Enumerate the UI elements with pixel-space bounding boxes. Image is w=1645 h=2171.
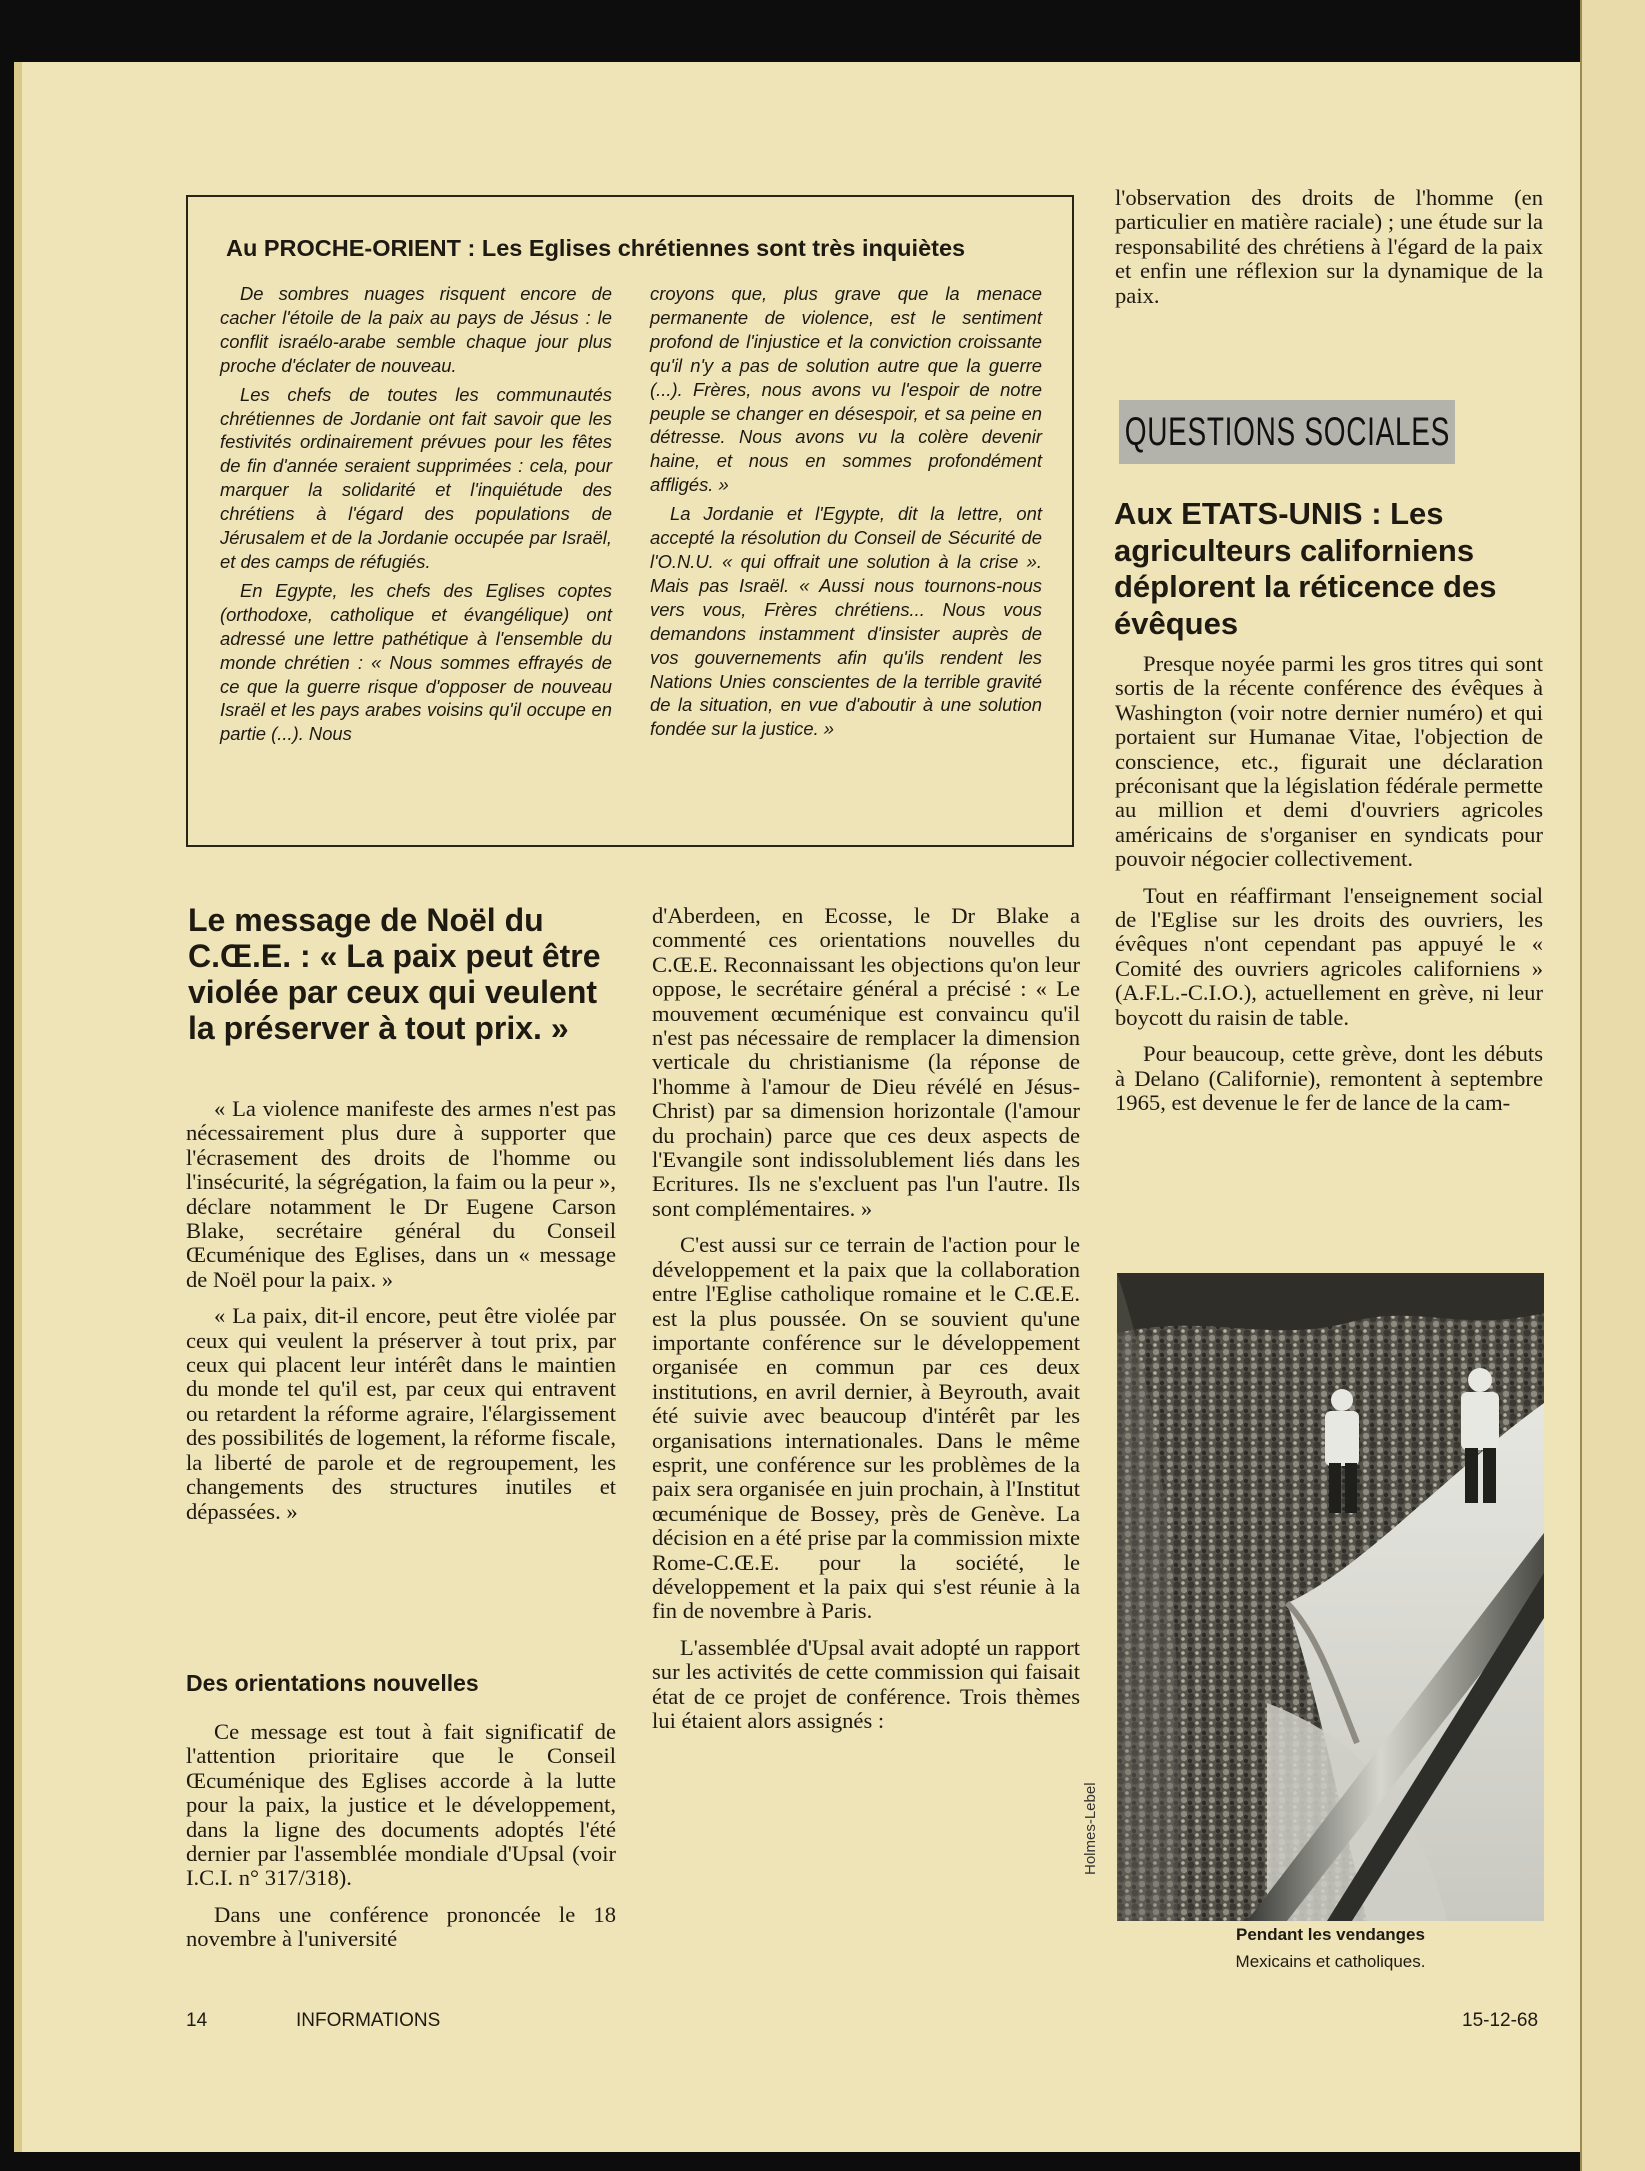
section-banner-label: QUESTIONS SOCIALES [1124, 409, 1450, 454]
section-banner [1119, 400, 1455, 464]
box-left-paragraph: Les chefs de toutes les communautés chrétiennes de Jordanie ont fait savoir que les festivités ordinairement prévues pour les fêtes de fin d'année seraient supprimées : cela, pour marquer la solidarité et l'inquiétude des chrétiens à l'égard des populations de Jérusalem et de la Jordanie occupée par Israël, et des camps de réfugiés. [220, 383, 612, 572]
article2-paragraph: Tout en réaffirmant l'enseignement social de l'Eglise sur les droits des ouvriers, les évêques n'ont cependant pas appuyé le « Comité des ouvriers agricoles californiens » (A.F.L.-C.I.O.), actuellement en grève, ni leur boycott du raisin de table. [1115, 882, 1543, 1030]
page-number: 14 [186, 2010, 208, 2031]
box-right-paragraph: La Jordanie et l'Egypte, dit la lettre, ont accepté la résolution du Conseil de Sécurité de l'O.N.U. « qui offrait une solution à la crise ». Mais pas Israël. « Aussi nous tournons-nous vers vous, Frères chrétiens... Nous vous demandons instamment d'insister auprès de vos gouvernements afin qu'ils rendent les Nations Unies conscientes de la terrible gravité de la situation, en vue d'aboutir à une solution fondée sur la justice. » [650, 503, 1042, 740]
article1-headline: Le message de Noël du C.Œ.E. : « La paix peut être violée par ceux qui veulent la préserver à tout prix. » [188, 902, 601, 1046]
article1-column-1 [186, 1097, 616, 1524]
box-left-paragraph: De sombres nuages risquent encore de cacher l'étoile de la paix au pays de Jésus : le conflit israélo-arabe semble chaque jour plus proche d'éclater de nouveau. [220, 283, 612, 376]
photo-caption-text: Mexicains et catholiques. [1235, 1952, 1426, 1971]
article1-subhead: Des orientations nouvelles [186, 1670, 479, 1696]
box-title: Au PROCHE-ORIENT : Les Eglises chrétiennes sont très inquiètes [226, 235, 966, 261]
article1-paragraph: Ce message est tout à fait significatif de l'attention prioritaire que le Conseil Œcuménique des Eglises accorde à la lutte pour la paix, la justice et le développement, dans la ligne des documents adoptés l'été dernier par l'assemblée mondiale d'Upsal (voir I.C.I. n° 317/318). [186, 1719, 616, 1891]
article2-column [1115, 652, 1543, 1115]
adjacent-page-edge [1580, 0, 1645, 2171]
article2-headline: Aux ETATS-UNIS : Les agriculteurs californiens déplorent la réticence des évêques [1114, 496, 1497, 641]
vineyard-harvest-photo [1117, 1273, 1544, 1921]
box-right-paragraph: croyons que, plus grave que la menace permanente de violence, est le sentiment profond de l'injustice et la conviction croissante qu'il n'y a pas de solution autre que la guerre (...). Frères, nous avons vu l'espoir de notre peuple se changer en désespoir, et sa peine en détresse. Nous avons vu la colère devenir haine, et nous en sommes profondément affligés. » [650, 283, 1042, 496]
article2-paragraph: Presque noyée parmi les gros titres qui sont sortis de la récente conférence des évêques à Washington (voir notre dernier numéro) et qui portaient sur Humanae Vitae, l'objection de conscience, etc., figurait une déclaration préconisant que la législation fédérale permette au million et demi d'ouvriers agricoles américains de s'organiser en syndicats pour pouvoir négocier collectivement. [1115, 651, 1543, 872]
issue-date: 15-12-68 [1462, 2010, 1539, 2031]
harvest-illustration [1117, 1273, 1544, 1921]
publication-name: INFORMATIONS [296, 2010, 441, 2031]
article1-paragraph: L'assemblée d'Upsal avait adopté un rapport sur les activités de cette commission qui faisait état de ce projet de conférence. Trois thèmes lui étaient alors assignés : [652, 1634, 1080, 1733]
article2-paragraph: Pour beaucoup, cette grève, dont les débuts à Delano (Californie), remontent à septembre 1965, est devenue le fer de lance de la cam- [1115, 1041, 1543, 1115]
photo-credit: Holmes-Lebel [1082, 1782, 1099, 1875]
article1-paragraph: C'est aussi sur ce terrain de l'action pour le développement et la paix que la collaboration entre l'Eglise catholique romaine et le C.Œ.E. est la plus poussée. On se souvient qu'une importante conférence sur le développement organisée en commun par ces deux institutions, en avril dernier, à Beyrouth, avait été suivie avec beaucoup d'intérêt par les organisations internationales. Dans le même esprit, une conférence sur les problèmes de la paix sera organisée en juin prochain, à l'Institut œcuménique de Bossey, près de Genève. La décision en a été prise par la commission mixte Rome-C.Œ.E. pour la société, le développement et la paix qui s'est réunie à la fin de novembre à Paris. [652, 1232, 1080, 1624]
column-3-top [1115, 186, 1543, 308]
article1-column-2 [652, 904, 1080, 1733]
article1-paragraph: Dans une conférence prononcée le 18 novembre à l'université [186, 1901, 616, 1952]
box-column-right [650, 282, 1042, 741]
article1-paragraph: « La violence manifeste des armes n'est pas nécessairement plus dure à supporter que l'écrasement des droits de l'homme ou l'insécurité, la ségrégation, la faim ou la peur », déclare notamment le Dr Eugene Carson Blake, secrétaire général du Conseil Œcuménique des Eglises, dans un « message de Noël pour la paix. » [186, 1096, 616, 1292]
article1-paragraph: « La paix, dit-il encore, peut être violée par ceux qui veulent la préserver à tout prix, par ceux qui placent leur intérêt dans le maintien du monde tel qu'il est, par ceux qui entravent ou retardent la réforme agraire, l'élargissement des possibilités de logement, la réforme fiscale, la liberté de parole et de regroupement, les changements des structures inutiles et dépassées. » [186, 1303, 616, 1524]
article1-column-1-continued [186, 1720, 616, 1952]
continued-paragraph: l'observation des droits de l'homme (en particulier en matière raciale) ; une étude sur la responsabilité des chrétiens à l'égard de la paix et enfin une réflexion sur la dynamique de la paix. [1115, 185, 1543, 308]
box-column-left [220, 282, 612, 746]
article1-paragraph: d'Aberdeen, en Ecosse, le Dr Blake a commenté ces orientations nouvelles du C.Œ.E. Reconnaissant les objections qu'on leur oppose, le secrétaire général a précisé : « Le mouvement œcuménique est convaincu qu'il n'est pas nécessaire de remplacer la dimension verticale du christianisme (la réponse de l'homme à l'amour de Dieu révélé en Jésus-Christ) par sa dimension horizontale (l'amour du prochain) parce que ces deux aspects de l'Evangile sont indissolublement liés dans les Ecritures. Ils ne s'excluent pas l'un l'autre. Ils sont complémentaires. » [652, 903, 1080, 1221]
photo-caption-title: Pendant les vendanges [1236, 1925, 1425, 1944]
box-left-paragraph: En Egypte, les chefs des Eglises coptes (orthodoxe, catholique et évangélique) ont adressé une lettre pathétique à l'ensemble du monde chrétien : « Nous sommes effrayés de ce que la guerre risque d'opposer de nouveau Israël et les pays arabes voisins qu'il occupe en partie (...). Nous [220, 579, 612, 745]
